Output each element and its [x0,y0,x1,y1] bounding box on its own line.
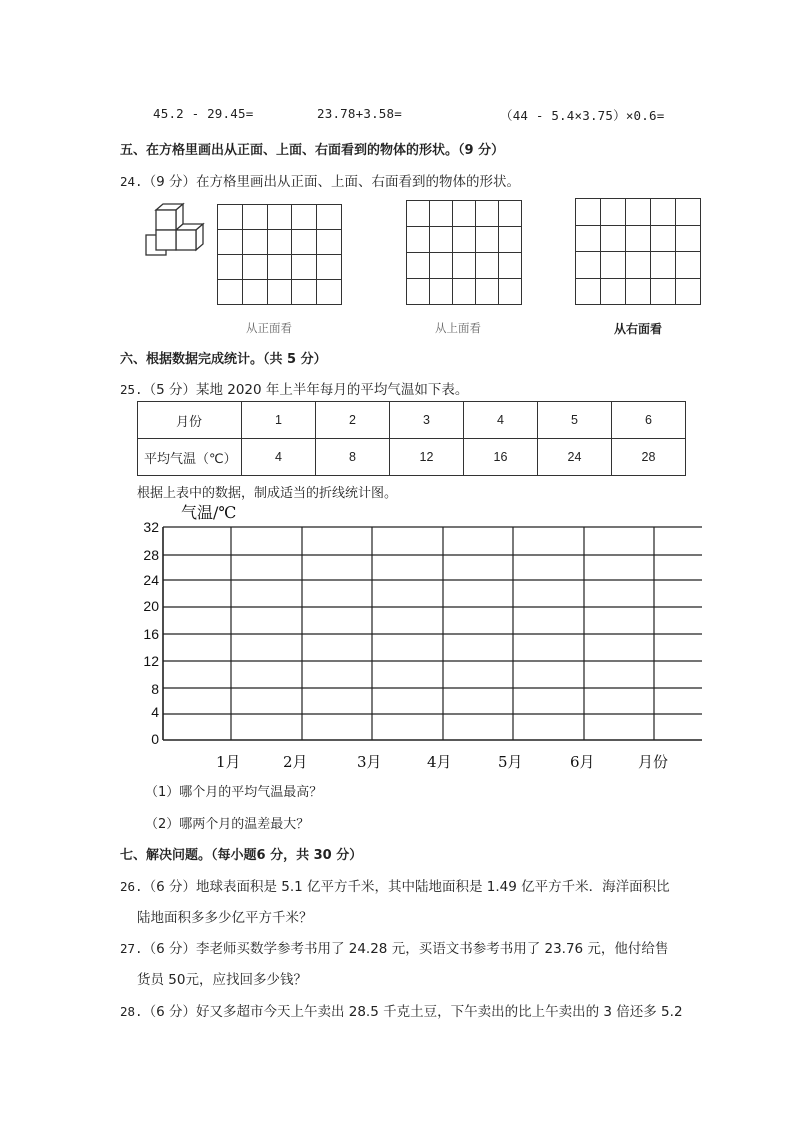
table-cell-month: 3 [390,402,464,439]
y-tick-label: 20 [143,598,159,614]
section-6-title: 六、根据数据完成统计。（共 5 分） [120,352,327,367]
blank-line-chart-grid[interactable] [160,525,702,743]
x-tick-label: 4月 [427,753,452,771]
x-tick-label: 5月 [498,753,523,771]
chart-instruction: 根据上表中的数据，制成适当的折线统计图。 [137,486,398,501]
question-25-text: （5 分）某地 2020 年上半年每月的平均气温如下表。 [142,382,469,398]
table-cell-temp: 24 [538,439,612,476]
question-28 [120,1000,683,1020]
caption-top-view: 从上面看 [435,321,481,335]
y-tick-label: 24 [143,572,159,588]
table-cell-temp: 8 [316,439,390,476]
question-27 [120,937,668,957]
question-27-number: 27. [120,941,143,956]
question-25 [120,378,468,398]
section-5-title: 五、在方格里画出从正面、上面、右面看到的物体的形状。（9 分） [120,143,505,158]
question-26-line-2: 陆地面积多多少亿平方千米？ [137,910,313,926]
cube-stack-figure [144,202,206,262]
table-row-temps [138,439,686,476]
x-tick-label: 2月 [283,753,308,771]
table-cell-month: 6 [612,402,686,439]
y-tick-label: 32 [143,519,159,535]
right-view-grid[interactable] [575,198,701,305]
table-cell-temp: 4 [242,439,316,476]
x-tick-label: 1月 [216,753,241,771]
question-28-number: 28. [120,1004,143,1019]
sub-question-1: （1）哪个月的平均气温最高？ [145,785,323,800]
table-row-months [138,402,686,439]
question-26-line-1: （6 分）地球表面积是 5.1 亿平方千米，其中陆地面积是 1.49 亿平方千米．海洋面积比 [142,879,670,895]
caption-front-view: 从正面看 [246,321,292,335]
table-header-temp: 平均气温（℃） [138,439,242,476]
question-24-number: 24. [120,174,143,189]
question-26 [120,875,670,895]
front-view-grid[interactable] [217,204,342,305]
sub-question-2: （2）哪两个月的温差最大？ [145,817,310,832]
caption-right-view: 从右面看 [614,322,663,336]
question-24 [120,170,520,190]
table-cell-temp: 16 [464,439,538,476]
table-cell-month: 5 [538,402,612,439]
y-tick-label: 0 [151,731,159,747]
table-header-month: 月份 [138,402,242,439]
calc-expression-2: 23.78+3.58= [317,106,402,121]
x-tick-label: 6月 [570,753,595,771]
y-tick-label: 8 [151,681,159,697]
y-tick-label: 4 [151,704,159,720]
question-25-number: 25. [120,382,143,397]
y-tick-label: 16 [143,626,159,642]
table-cell-temp: 12 [390,439,464,476]
table-cell-temp: 28 [612,439,686,476]
section-7-title: 七、解决问题。（每小题6 分，共 30 分） [120,848,363,863]
question-27-line-2: 货员 50元，应找回多少钱？ [137,972,307,988]
question-26-number: 26. [120,879,143,894]
y-tick-label: 28 [143,547,159,563]
calc-expression-3: （44 - 5.4×3.75）×0.6= [500,108,665,123]
x-axis-label: 月份 [638,753,669,771]
table-cell-month: 2 [316,402,390,439]
y-tick-label: 12 [143,653,159,669]
calc-expression-1: 45.2 - 29.45= [153,106,254,121]
table-cell-month: 4 [464,402,538,439]
top-view-grid[interactable] [406,200,522,305]
temperature-table [137,401,686,476]
question-24-text: （9 分）在方格里画出从正面、上面、右面看到的物体的形状。 [142,174,520,190]
table-cell-month: 1 [242,402,316,439]
x-tick-label: 3月 [357,753,382,771]
question-27-line-1: （6 分）李老师买数学参考书用了 24.28 元，买语文书参考书用了 23.76 元，他付给售 [142,941,669,957]
question-28-line-1: （6 分）好又多超市今天上午卖出 28.5 千克土豆，下午卖出的比上午卖出的 3 倍还多 5.2 [142,1004,683,1020]
chart-y-axis-label: 气温/℃ [181,503,237,522]
